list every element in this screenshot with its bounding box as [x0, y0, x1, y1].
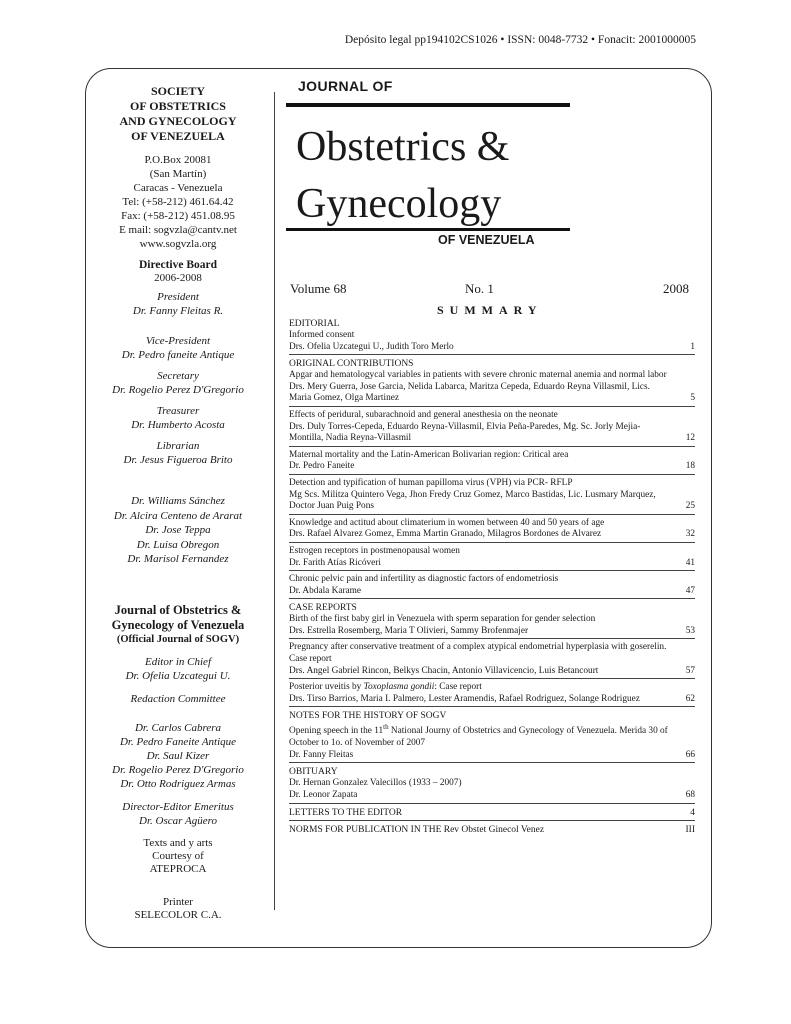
- page-number: 68: [685, 789, 695, 800]
- masthead-journal-of: JOURNAL OF: [298, 78, 393, 94]
- column-divider: [274, 92, 275, 910]
- board-treasurer: Treasurer Dr. Humberto Acosta: [131, 405, 225, 431]
- toc-entry: Detection and typification of human papilloma virus (VPH) via PCR- RFLP Mg Scs. Militza Quintero Vega, Jhon Fredy Cruz Gomez, Marco Bastidas, Lic. Lusmary Marquez, Doctor Juan Puig Pons 25: [289, 477, 695, 512]
- toc-entry: Pregnancy after conservative treatment of a complex atypical endometrial hyperplasia with goserelin. Case report Drs. Angel Gabriel Rincon, Belkys Chacin, Antonio Villavicencio, Luis Betancourt 57: [289, 642, 695, 676]
- issue-volume: Volume 68: [290, 281, 347, 296]
- divider: [289, 406, 695, 407]
- toc-entry: Maternal mortality and the Latin-American Bolivarian region: Critical area Dr. Pedro Faneite 18: [289, 449, 695, 472]
- board-librarian: Librarian Dr. Jesus Figueroa Brito: [123, 440, 233, 466]
- printer: Printer SELECOLOR C.A.: [134, 896, 222, 921]
- page-number: III: [685, 824, 695, 835]
- society-website: www.sogvzla.org: [139, 238, 217, 250]
- toc-entry: Effects of peridural, subarachnoid and general anesthesia on the neonate Drs. Duly Torres-Cepeda, Eduardo Reyna-Villasmil, Elvia Peña-Paredes, Mg. Sc. Jorly Mejia- Montilla, Nadia Reyna-Villasmil 12: [289, 409, 695, 444]
- page-number: 1: [690, 341, 695, 352]
- issue-number: No. 1: [465, 281, 494, 296]
- toc-entry: Opening speech in the 11th National Journy of Obstetrics and Gynecology of Venezuela. Merida 30 of October to 1o. of November of 2007 Dr. Fanny Fleitas 66: [289, 723, 695, 760]
- section-original-contributions: ORIGINAL CONTRIBUTIONS: [289, 359, 414, 370]
- page-number: 47: [685, 585, 695, 596]
- section-case-reports: CASE REPORTS: [289, 603, 357, 614]
- society-email: E mail: sogvzla@cantv.net: [119, 224, 237, 236]
- editor-in-chief: Editor in Chief Dr. Ofelia Uzcategui U.: [125, 656, 231, 682]
- page-number: 62: [685, 693, 695, 704]
- page-number: 32: [685, 529, 695, 540]
- page-number: 18: [685, 461, 695, 472]
- section-history: NOTES FOR THE HISTORY OF SOGV: [289, 711, 447, 722]
- table-of-contents: [289, 318, 695, 836]
- divider: [289, 706, 695, 707]
- redaction-committee-members: Dr. Carlos Cabrera Dr. Pedro Faneite Antique Dr. Saul Kizer Dr. Rogelio Perez D'Gregorio Dr. Otto Rodriguez Armas: [112, 722, 244, 790]
- society-column: [92, 84, 264, 567]
- board-members: Dr. Williams Sánchez Dr. Alcira Centeno de Ararat Dr. Jose Teppa Dr. Luisa Obregon Dr. Marisol Fernandez: [113, 495, 243, 565]
- page-number: 5: [690, 393, 695, 404]
- divider: [289, 542, 695, 543]
- toc-entry: Birth of the first baby girl in Venezuela with sperm separation for gender selection Drs. Estrella Rosemberg, Maria T Olivieri, Sammy Brofenmajer 53: [289, 614, 695, 636]
- board-vice-president: Vice-President Dr. Pedro faneite Antique: [121, 335, 235, 361]
- divider: [289, 474, 695, 475]
- toc-entry: Chronic pelvic pain and infertility as diagnostic factors of endometriosis Dr. Abdala Karame 47: [289, 574, 695, 596]
- divider: [289, 514, 695, 515]
- board-years: 2006-2008: [154, 272, 202, 284]
- divider: [289, 570, 695, 571]
- toc-entry: Estrogen receptors in postmenopausal women Dr. Farith Atías Ricóveri 41: [289, 545, 695, 568]
- divider: [289, 446, 695, 447]
- masthead-title-line1: Obstetrics &: [296, 124, 510, 170]
- director-emeritus: Director-Editor Emeritus Dr. Oscar Agüero: [122, 801, 234, 827]
- masthead-of-venezuela: OF VENEZUELA: [438, 233, 535, 247]
- board-secretary: Secretary Dr. Rogelio Perez D'Gregorio: [112, 370, 244, 396]
- page-number: 57: [685, 665, 695, 676]
- toc-entry: Apgar and hematologycal variables in patients with severe chronic maternal anemia and normal labor Drs. Mery Guerra, Jose Garcia, Nelida Labarca, Maritza Cepeda, Eduardo Reyna Villasmil, Lics. Maria Gomez, Olga Martinez 5: [289, 370, 695, 404]
- divider: [289, 598, 695, 599]
- toc-entry: Posterior uveitis by Toxoplasma gondii: Case report Drs. Tirso Barrios, Maria I. Palmero, Lester Aramendis, Rafael Rodriguez, Solange Rodriguez 62: [289, 682, 695, 704]
- board-title: Directive Board: [138, 259, 218, 271]
- divider: [289, 678, 695, 679]
- page-number: 12: [685, 433, 695, 444]
- section-norms: NORMS FOR PUBLICATION IN THE Rev Obstet Ginecol Venez III: [289, 824, 695, 835]
- page-number: 4: [690, 807, 695, 818]
- society-address: P.O.Box 20081 (San Martín) Caracas - Venezuela Tel: (+58-212) 461.64.42 Fax: (+58-212) 451.08.95 E mail: sogvzla@cantv.net www.sogvzla.org: [92, 153, 264, 251]
- divider: [289, 820, 695, 821]
- divider: [289, 762, 695, 763]
- redaction-committee-title: Redaction Committee: [130, 693, 226, 705]
- masthead-rule-bottom: [286, 228, 570, 231]
- legal-deposit-line: Depósito legal pp194102CS1026 • ISSN: 0048-7732 • Fonacit: 2001000005: [344, 34, 696, 46]
- section-obituary: OBITUARY: [289, 767, 338, 778]
- divider: [289, 803, 695, 804]
- board-president: President Dr. Fanny Fleitas R.: [132, 291, 224, 317]
- section-letters: LETTERS TO THE EDITOR 4: [289, 807, 695, 818]
- masthead-rule-top: [286, 103, 570, 107]
- credits: Texts and y arts Courtesy of ATEPROCA: [143, 837, 213, 875]
- toc-entry: Knowledge and actitud about climaterium in women between 40 and 50 years of age Drs. Rafael Alvarez Gomez, Emma Martin Granado, Milagros Bordones de Alvarez 32: [289, 517, 695, 540]
- page-number: 25: [685, 501, 695, 512]
- page-number: 41: [685, 557, 695, 568]
- page-number: 53: [685, 625, 695, 636]
- section-editorial: EDITORIAL: [289, 319, 340, 329]
- society-name: SOCIETY OF OBSTETRICS AND GYNECOLOGY OF VENEZUELA: [119, 84, 237, 143]
- issue-year: 2008: [663, 281, 689, 296]
- divider: [289, 354, 695, 355]
- toc-entry: Informed consent Drs. Ofelia Uzcategui U., Judith Toro Merlo 1: [289, 330, 695, 352]
- toc-entry: Dr. Hernan Gonzalez Valecillos (1933 – 2007) Dr. Leonor Zapata 68: [289, 778, 695, 800]
- page-number: 66: [685, 749, 695, 760]
- divider: [289, 638, 695, 639]
- masthead-title-line2: Gynecology: [296, 181, 502, 227]
- journal-staff: Journal of Obstetrics & Gynecology of Venezuela (Official Journal of SOGV) Editor in Chief Dr. Ofelia Uzcategui U. Redaction Committee Dr. Carlos Cabrera Dr. Pedro Faneite Antique Dr. Saul Kizer Dr. Rogelio Perez D'Gregorio Dr. Otto Rodriguez Armas Director-Editor Emeritus Dr. Oscar Agüero Texts and y arts Courtesy of ATEPROCA Printer SELECOLOR C.A.: [92, 603, 264, 922]
- summary-heading: SUMMARY: [437, 303, 543, 317]
